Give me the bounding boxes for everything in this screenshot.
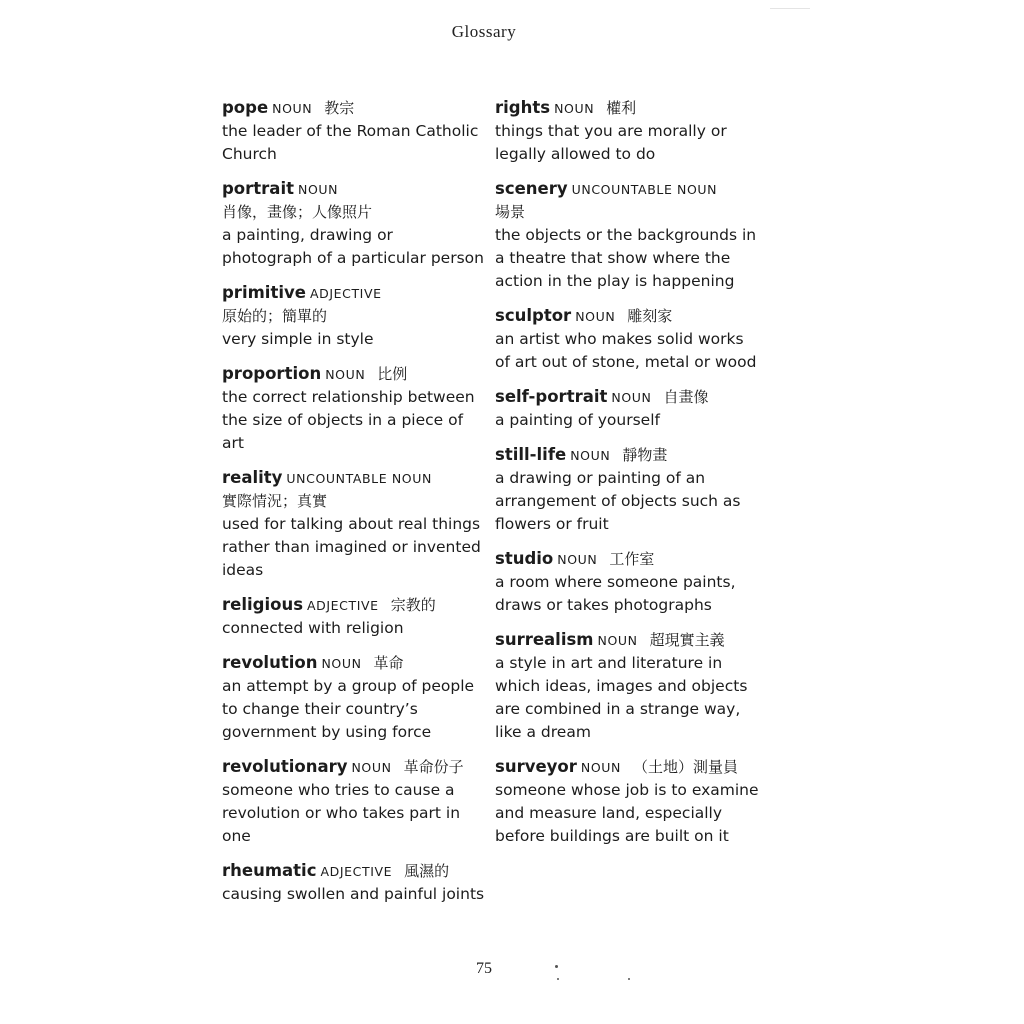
entry-definition: things that you are morally or legally allowed to do [495, 122, 727, 163]
glossary-entry [495, 385, 760, 432]
entry-chinese-translation: 場景 [495, 203, 526, 221]
entry-part-of-speech: NOUN [321, 656, 362, 671]
bleed-through-mark [770, 8, 810, 19]
entry-chinese-translation: 實際情況；真實 [222, 492, 328, 510]
glossary-entry [222, 177, 487, 270]
entry-definition: the leader of the Roman Catholic Church [222, 122, 479, 163]
glossary-column-left [222, 96, 487, 917]
glossary-entry [495, 443, 760, 536]
glossary-entry [222, 593, 487, 640]
glossary-entry [222, 466, 487, 582]
entry-term: sculptor [495, 306, 572, 325]
entry-chinese-translation: （土地）測量員 [632, 758, 738, 776]
entry-heading [495, 385, 760, 409]
entry-definition: the correct relationship between the size of objects in a piece of art [222, 388, 475, 452]
entry-heading [495, 547, 760, 571]
entry-chinese-translation: 教宗 [324, 99, 355, 117]
entry-term: still-life [495, 445, 567, 464]
entry-term: proportion [222, 364, 322, 383]
ink-speck [557, 978, 559, 980]
entry-part-of-speech: NOUN [570, 448, 611, 463]
entry-heading [222, 362, 487, 386]
entry-definition: used for talking about real things rather than imagined or invented ideas [222, 515, 481, 579]
entry-heading [222, 177, 487, 201]
entry-heading [495, 755, 760, 779]
entry-term: rheumatic [222, 861, 317, 880]
entry-term: primitive [222, 283, 306, 302]
entry-part-of-speech: NOUN [272, 101, 313, 116]
entry-part-of-speech: NOUN [351, 760, 392, 775]
entry-heading [222, 859, 487, 883]
entry-heading [495, 628, 760, 652]
entry-heading [495, 177, 760, 201]
entry-heading [495, 96, 760, 120]
entry-term: scenery [495, 179, 568, 198]
entry-heading [495, 443, 760, 467]
entry-heading [222, 96, 487, 120]
entry-term: revolution [222, 653, 318, 672]
entry-chinese-translation: 靜物畫 [622, 446, 668, 464]
ink-speck [555, 965, 558, 968]
entry-part-of-speech: NOUN [597, 633, 638, 648]
entry-definition: a room where someone paints, draws or takes photographs [495, 573, 736, 614]
entry-chinese-translation: 權利 [606, 99, 637, 117]
entry-heading [222, 651, 487, 675]
entry-chinese-translation: 工作室 [609, 550, 655, 568]
glossary-entry [222, 96, 487, 166]
glossary-entry [495, 304, 760, 374]
entry-term: rights [495, 98, 551, 117]
glossary-column-right [495, 96, 760, 859]
entry-chinese-translation: 超現實主義 [649, 631, 725, 649]
entry-heading [222, 466, 487, 490]
entry-definition: a painting of yourself [495, 411, 660, 429]
entry-chinese-translation: 肖像，畫像；人像照片 [222, 203, 373, 221]
entry-part-of-speech: ADJECTIVE [309, 286, 382, 301]
glossary-entry [222, 755, 487, 848]
entry-chinese-translation: 原始的；簡單的 [222, 307, 328, 325]
entry-chinese-translation: 革命份子 [403, 758, 464, 776]
entry-part-of-speech: NOUN [575, 309, 616, 324]
glossary-entry [495, 628, 760, 744]
entry-chinese-translation: 比例 [377, 365, 408, 383]
entry-definition: a drawing or painting of an arrangement of objects such as flowers or fruit [495, 469, 741, 533]
entry-part-of-speech: ADJECTIVE [307, 598, 379, 613]
entry-term: self-portrait [495, 387, 608, 406]
entry-definition: causing swollen and painful joints [222, 885, 485, 903]
entry-definition: connected with religion [222, 619, 404, 637]
entry-part-of-speech: NOUN [580, 760, 621, 775]
entry-term: religious [222, 595, 304, 614]
page-title: Glossary [451, 22, 517, 41]
entry-definition: an artist who makes solid works of art out of stone, metal or wood [495, 330, 757, 371]
entry-part-of-speech: NOUN [611, 390, 652, 405]
entry-chinese-translation: 風濕的 [404, 862, 450, 880]
entry-definition: someone who tries to cause a revolution or who takes part in one [222, 781, 461, 845]
entry-definition: the objects or the backgrounds in a theatre that show where the action in the play is happening [495, 226, 757, 290]
entry-part-of-speech: NOUN [325, 367, 366, 382]
entry-term: reality [222, 468, 283, 487]
entry-definition: a style in art and literature in which ideas, images and objects are combined in a strange way, like a dream [495, 654, 748, 741]
glossary-entry [495, 547, 760, 617]
entry-chinese-translation: 革命 [373, 654, 404, 672]
entry-part-of-speech: NOUN [557, 552, 598, 567]
entry-chinese-translation: 雕刻家 [627, 307, 673, 325]
entry-term: surveyor [495, 757, 577, 776]
entry-part-of-speech: ADJECTIVE [320, 864, 393, 879]
entry-definition: an attempt by a group of people to change their country’s government by using force [222, 677, 475, 741]
entry-part-of-speech: NOUN [298, 182, 339, 197]
entry-chinese-translation: 宗教的 [390, 596, 436, 614]
entry-definition: very simple in style [222, 330, 374, 348]
entry-term: portrait [222, 179, 294, 198]
entry-definition: someone whose job is to examine and measure land, especially before buildings are built on it [495, 781, 759, 845]
entry-term: surrealism [495, 630, 594, 649]
entry-heading [495, 304, 760, 328]
page-number: 75 [476, 960, 492, 977]
glossary-entry [495, 177, 760, 293]
entry-part-of-speech: UNCOUNTABLE NOUN [571, 182, 718, 197]
glossary-entry [495, 96, 760, 166]
entry-term: pope [222, 98, 269, 117]
glossary-entry [222, 859, 487, 906]
entry-heading [222, 755, 487, 779]
glossary-entry [222, 281, 487, 351]
glossary-entry [222, 651, 487, 744]
entry-definition: a painting, drawing or photograph of a particular person [222, 226, 484, 267]
glossary-entry [222, 362, 487, 455]
entry-term: revolutionary [222, 757, 348, 776]
glossary-entry [495, 755, 760, 848]
entry-part-of-speech: NOUN [554, 101, 595, 116]
entry-term: studio [495, 549, 554, 568]
ink-speck [628, 978, 630, 980]
entry-heading [222, 593, 487, 617]
entry-heading [222, 281, 487, 305]
entry-chinese-translation: 自畫像 [663, 388, 709, 406]
entry-part-of-speech: UNCOUNTABLE NOUN [286, 471, 432, 486]
